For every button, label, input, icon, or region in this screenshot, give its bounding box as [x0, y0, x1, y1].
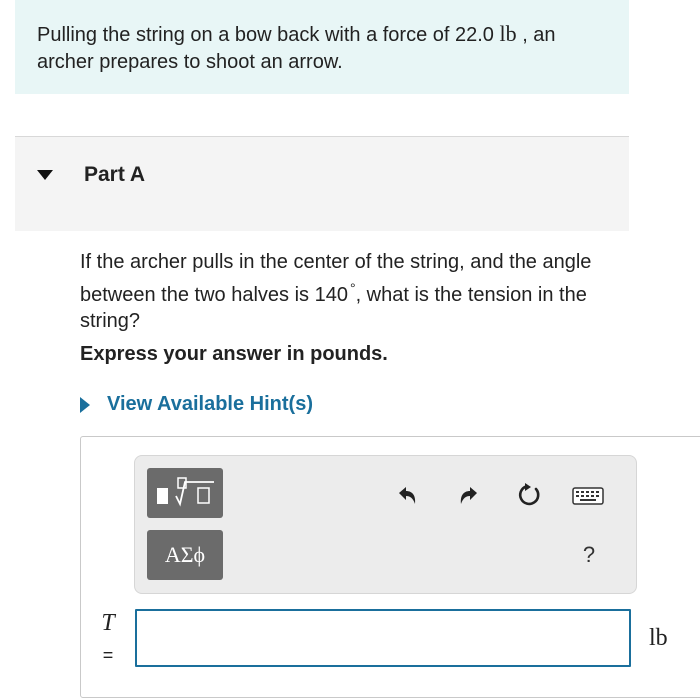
intro-text-before: Pulling the string on a bow back with a force of 22.0 [37, 24, 494, 46]
problem-intro-text [37, 20, 617, 76]
answer-unit: lb [649, 625, 668, 651]
view-hints-link[interactable] [80, 393, 313, 416]
part-a-header[interactable] [15, 137, 629, 231]
answer-instruction: Express your answer in pounds. [80, 343, 388, 365]
templates-button[interactable] [147, 468, 223, 518]
intro-text-after: , an archer prepares to shoot an arrow. [37, 24, 556, 73]
question-text [80, 249, 640, 334]
degree-symbol: ° [349, 280, 356, 296]
undo-button[interactable] [393, 480, 423, 510]
view-hints-label: View Available Hint(s) [107, 393, 313, 415]
redo-icon [456, 483, 480, 507]
equals-sign: = [102, 645, 114, 665]
keyboard-icon [572, 486, 604, 506]
reset-button[interactable] [514, 480, 544, 510]
part-title: Part A [84, 163, 146, 186]
greek-symbols-button[interactable]: ΑΣϕ [147, 530, 223, 580]
fraction-root-template-icon [154, 476, 216, 510]
undo-icon [396, 483, 420, 507]
caret-right-icon [80, 397, 90, 413]
keyboard-button[interactable] [571, 484, 605, 508]
math-toolbar [134, 455, 637, 594]
caret-down-icon [37, 170, 53, 180]
reset-icon [516, 482, 542, 508]
question-text-before: If the archer pulls in the center of the string, and the angle between the two halves is 140 [80, 251, 592, 306]
problem-intro [15, 0, 629, 94]
help-button[interactable]: ? [582, 542, 596, 567]
question-text-after: , what is the tension in the string? [80, 284, 587, 332]
redo-button[interactable] [453, 480, 483, 510]
answer-variable: T [101, 610, 115, 636]
intro-unit: lb [499, 21, 517, 46]
answer-input[interactable] [135, 609, 631, 667]
